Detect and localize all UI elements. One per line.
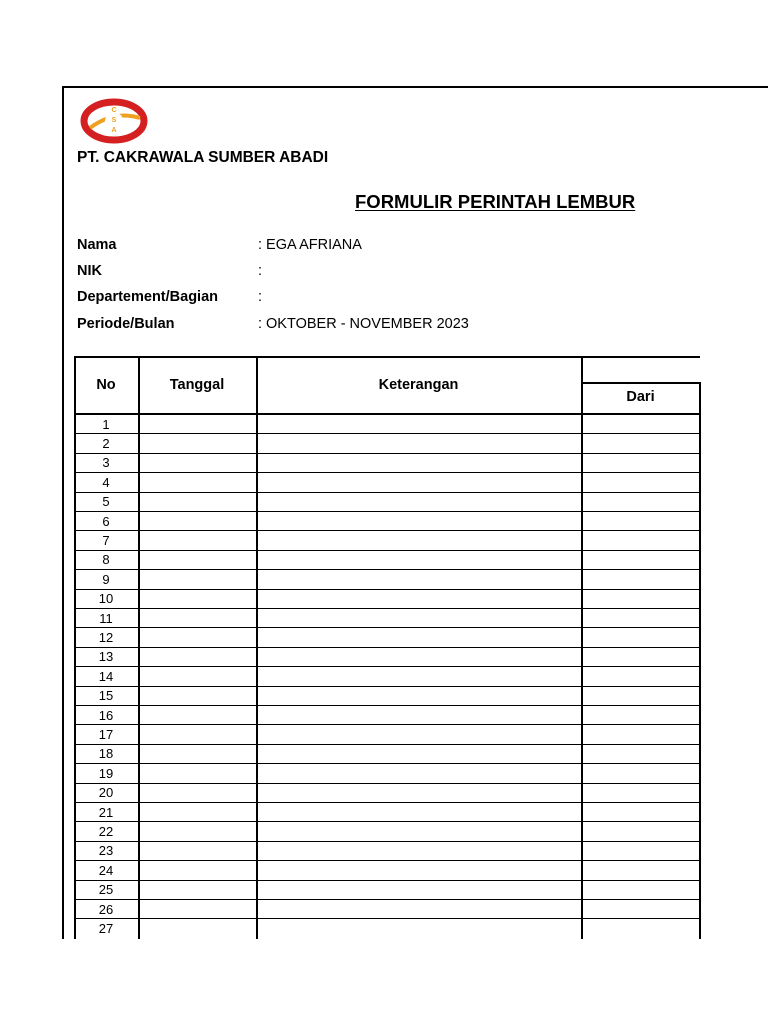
row-number: 19: [98, 765, 114, 781]
form-title: FORMULIR PERINTAH LEMBUR: [355, 191, 636, 212]
row-number: 23: [98, 843, 114, 859]
table-hline: [74, 899, 700, 900]
table-hline: [74, 686, 700, 687]
logo-letter-a: A: [111, 127, 117, 134]
table-hline: [74, 433, 700, 434]
row-number: 15: [98, 688, 114, 704]
info-label-periode: Periode/Bulan: [77, 316, 175, 332]
row-number: 20: [98, 785, 114, 801]
table-vline: [699, 382, 701, 939]
table-hline: [74, 666, 700, 667]
row-number: 18: [98, 746, 114, 762]
header-tanggal: Tanggal: [169, 377, 225, 393]
row-number: 9: [102, 571, 110, 587]
table-hline: [74, 356, 700, 358]
table-hline: [74, 841, 700, 842]
row-number: 24: [98, 862, 114, 878]
info-value-periode: : OKTOBER - NOVEMBER 2023: [258, 316, 469, 332]
form-frame: [62, 86, 768, 939]
row-number: 17: [98, 726, 114, 742]
table-hline: [74, 860, 700, 861]
table-hline: [74, 627, 700, 628]
table-hline: [74, 492, 700, 493]
row-number: 14: [98, 668, 114, 684]
row-number: 16: [98, 707, 114, 723]
table-vline: [256, 356, 258, 939]
table-hline: [74, 453, 700, 454]
table-hline: [74, 413, 700, 415]
header-no: No: [96, 377, 116, 393]
info-label-nama: Nama: [77, 237, 117, 253]
row-number: 13: [98, 649, 114, 665]
table-hline: [74, 802, 700, 803]
logo-letter-s: S: [111, 117, 117, 124]
row-number: 8: [102, 552, 110, 568]
table-hline: [74, 511, 700, 512]
table-hline: [74, 550, 700, 551]
info-value-nama: : EGA AFRIANA: [258, 237, 362, 253]
table-hline: [74, 918, 700, 919]
row-number: 25: [98, 882, 114, 898]
row-number: 7: [102, 532, 110, 548]
row-number: 6: [102, 513, 110, 529]
row-number: 21: [98, 804, 114, 820]
info-label-nik: NIK: [77, 263, 102, 279]
row-number: 22: [98, 823, 114, 839]
table-hline: [74, 880, 700, 881]
table-hline: [74, 821, 700, 822]
table-hline: [74, 569, 700, 570]
info-value-nik: :: [258, 263, 263, 279]
table-hline: [74, 724, 700, 725]
table-hline: [581, 382, 700, 384]
table-hline: [74, 744, 700, 745]
info-value-departement: :: [258, 289, 263, 305]
logo-letter-c: C: [111, 107, 117, 114]
header-dari: Dari: [626, 389, 655, 405]
row-number: 5: [102, 494, 110, 510]
table-hline: [74, 608, 700, 609]
row-number: 12: [98, 629, 114, 645]
table-hline: [74, 472, 700, 473]
row-number: 4: [102, 474, 110, 490]
row-number: 10: [98, 591, 114, 607]
row-number: 2: [102, 435, 110, 451]
table-hline: [74, 705, 700, 706]
row-number: 27: [98, 920, 114, 936]
row-number: 26: [98, 901, 114, 917]
table-vline: [581, 356, 583, 939]
row-number: 1: [102, 416, 110, 432]
header-keterangan: Keterangan: [378, 377, 459, 393]
row-number: 3: [102, 455, 110, 471]
table-hline: [74, 763, 700, 764]
info-label-departement: Departement/Bagian: [77, 289, 219, 305]
table-hline: [74, 647, 700, 648]
company-logo: [80, 98, 148, 144]
table-hline: [74, 589, 700, 590]
table-hline: [74, 530, 700, 531]
table-hline: [74, 783, 700, 784]
row-number: 11: [99, 610, 113, 626]
table-vline: [138, 356, 140, 939]
company-name: PT. CAKRAWALA SUMBER ABADI: [77, 149, 329, 166]
